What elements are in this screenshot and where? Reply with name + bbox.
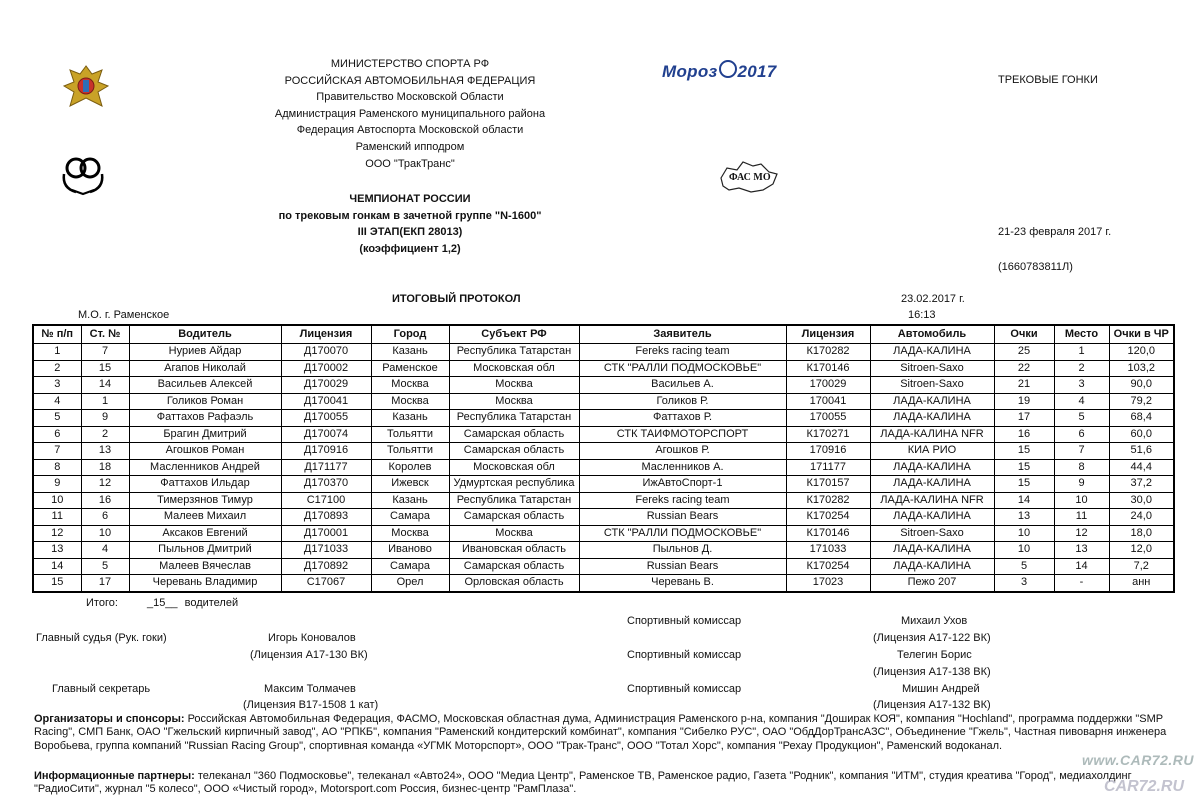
table-cell: Республика Татарстан (449, 492, 579, 509)
table-cell: Самарская область (449, 426, 579, 443)
sponsors-label: Организаторы и спонсоры: (34, 713, 185, 725)
table-cell: 15 (33, 575, 81, 592)
table-cell: Д170001 (281, 525, 371, 542)
results-table (32, 324, 1175, 593)
table-cell: ЛАДА-КАЛИНА (870, 542, 994, 559)
table-cell: К170146 (786, 525, 870, 542)
champ-line: III ЭТАП(ЕКП 28013) (357, 226, 463, 238)
table-cell: Fereks racing team (579, 344, 786, 361)
protocol-title: ИТОГОВЫЙ ПРОТОКОЛ (392, 293, 521, 305)
table-cell: 24,0 (1109, 509, 1174, 526)
table-cell: Фаттахов Р. (579, 410, 786, 427)
org-line: Администрация Раменского муниципального района (274, 107, 546, 120)
table-cell: 44,4 (1109, 459, 1174, 476)
table-cell: 4 (33, 393, 81, 410)
table-cell: 15 (994, 476, 1054, 493)
table-cell: Малеев Михаил (129, 509, 281, 526)
table-cell: СТК "РАЛЛИ ПОДМОСКОВЬЕ" (579, 525, 786, 542)
sponsors-paragraph (34, 713, 1174, 753)
table-cell: 5 (33, 410, 81, 427)
table-cell: 3 (994, 575, 1054, 592)
table-cell: К170157 (786, 476, 870, 493)
table-cell: Королев (371, 459, 449, 476)
table-cell: Д170916 (281, 443, 371, 460)
table-cell: Пежо 207 (870, 575, 994, 592)
table-cell: 17023 (786, 575, 870, 592)
table-cell: - (1054, 575, 1109, 592)
table-cell: Sitroen-Saxo (870, 377, 994, 394)
fasmo-logo-text: ФАС МО (729, 172, 771, 183)
column-header: Лицензия (786, 325, 870, 344)
table-cell: Д170370 (281, 476, 371, 493)
table-cell: 8 (1054, 459, 1109, 476)
secretary-license: (Лицензия В17-1508 1 кат) (243, 699, 379, 711)
table-cell: 10 (33, 492, 81, 509)
table-cell: Пыльнов Дмитрий (129, 542, 281, 559)
table-cell: 2 (33, 360, 81, 377)
table-cell: Самара (371, 558, 449, 575)
table-header-row (33, 325, 1174, 344)
table-cell: 171177 (786, 459, 870, 476)
commissar1-title: Спортивный комиссар (627, 615, 742, 627)
table-cell: Russian Bears (579, 509, 786, 526)
table-cell: 10 (81, 525, 129, 542)
table-row (33, 344, 1174, 361)
table-cell: ЛАДА-КАЛИНА NFR (870, 426, 994, 443)
table-cell: Москва (371, 377, 449, 394)
table-cell: К170271 (786, 426, 870, 443)
table-cell: 18 (81, 459, 129, 476)
table-cell: 13 (994, 509, 1054, 526)
table-cell: ЛАДА-КАЛИНА (870, 476, 994, 493)
table-cell: 37,2 (1109, 476, 1174, 493)
table-cell: Васильев Алексей (129, 377, 281, 394)
table-cell: 79,2 (1109, 393, 1174, 410)
table-cell: К170254 (786, 558, 870, 575)
table-cell: Д170892 (281, 558, 371, 575)
moroz-logo-year: 2017 (737, 62, 777, 81)
table-cell: К170282 (786, 344, 870, 361)
column-header: Автомобиль (870, 325, 994, 344)
table-cell: 30,0 (1109, 492, 1174, 509)
raf-logo-icon (58, 150, 108, 196)
table-cell: Аксаков Евгений (129, 525, 281, 542)
table-cell: 2 (81, 426, 129, 443)
table-cell: 7 (1054, 443, 1109, 460)
table-cell: 12 (33, 525, 81, 542)
table-row (33, 426, 1174, 443)
table-cell: Sitroen-Saxo (870, 360, 994, 377)
table-cell: Нуриев Айдар (129, 344, 281, 361)
secretary-title: Главный секретарь (52, 683, 151, 695)
table-cell: Самарская область (449, 558, 579, 575)
table-cell: 170055 (786, 410, 870, 427)
table-cell: Москва (449, 525, 579, 542)
table-cell: Черевань Владимир (129, 575, 281, 592)
table-cell: Казань (371, 492, 449, 509)
commissar1-license: (Лицензия А17-122 ВК) (873, 632, 991, 644)
table-cell: 10 (994, 525, 1054, 542)
commissar2-title: Спортивный комиссар (627, 649, 742, 661)
total-suffix: водителей (184, 597, 239, 609)
champ-line: ЧЕМПИОНАТ РОССИИ (349, 193, 471, 205)
column-header: Лицензия (281, 325, 371, 344)
table-cell: Брагин Дмитрий (129, 426, 281, 443)
commissar3-license: (Лицензия А17-132 ВК) (873, 699, 991, 711)
table-cell: С17067 (281, 575, 371, 592)
table-cell: Russian Bears (579, 558, 786, 575)
org-line: Федерация Автоспорта Московской области (296, 124, 524, 137)
table-cell: Иваново (371, 542, 449, 559)
column-header: Место (1054, 325, 1109, 344)
table-cell: К170146 (786, 360, 870, 377)
table-cell: 17 (994, 410, 1054, 427)
champ-line: (коэффициент 1,2) (359, 242, 461, 255)
table-row (33, 509, 1174, 526)
table-body (33, 344, 1174, 592)
table-cell: ЛАДА-КАЛИНА NFR (870, 492, 994, 509)
table-cell: СТК ТАИФМОТОРСПОРТ (579, 426, 786, 443)
secretary-name: Максим Толмачев (264, 683, 356, 695)
ministry-emblem-icon (56, 62, 116, 114)
snowflake-icon (719, 60, 737, 78)
table-cell: Раменское (371, 360, 449, 377)
table-cell: 103,2 (1109, 360, 1174, 377)
table-cell: 120,0 (1109, 344, 1174, 361)
table-cell: 90,0 (1109, 377, 1174, 394)
table-cell: 170916 (786, 443, 870, 460)
table-cell: 9 (1054, 476, 1109, 493)
table-cell: Москва (449, 393, 579, 410)
event-dates: 21-23 февраля 2017 г. (998, 226, 1112, 238)
table-cell: 68,4 (1109, 410, 1174, 427)
column-header: Заявитель (579, 325, 786, 344)
table-cell: 170041 (786, 393, 870, 410)
table-cell: 10 (1054, 492, 1109, 509)
champ-line: по трековым гонкам в зачетной группе "N-1600" (278, 209, 542, 222)
table-cell: 8 (33, 459, 81, 476)
org-line: Раменский ипподром (355, 140, 465, 153)
table-cell: 51,6 (1109, 443, 1174, 460)
table-cell: 12 (1054, 525, 1109, 542)
table-cell: 7 (81, 344, 129, 361)
table-row (33, 575, 1174, 592)
table-cell: 170029 (786, 377, 870, 394)
table-cell: анн (1109, 575, 1174, 592)
table-cell: 171033 (786, 542, 870, 559)
table-cell: Д170041 (281, 393, 371, 410)
table-cell: Тимерзянов Тимур (129, 492, 281, 509)
watermark-secondary: CAR72.RU (1103, 778, 1184, 795)
table-cell: Орел (371, 575, 449, 592)
table-cell: ЛАДА-КАЛИНА (870, 558, 994, 575)
commissar3-name: Мишин Андрей (902, 683, 980, 695)
table-cell: Агапов Николай (129, 360, 281, 377)
table-cell: 4 (81, 542, 129, 559)
sponsors-text: Российская Автомобильная Федерация, ФАСМО, Московская областная дума, Администрация Раменского р-на, компания "Доширак КОЯ", компания "Hochland", программа поддержки "SMP Racing", СМП Банк, ОАО "Гжельский кирпичный завод", АО "РПКБ", компания "Раменский кондитерский комбинат", компания "Сибелко РУС", ОАО "ОбдДорТрансАЗС", Объединение "Гжель", Частная пивоварня инженера Воробьева, группа компаний "Russian Racing Group", спортивная команда «УГМК Моторспорт», ООО "Трак-Транс", ООО "Тотал Хорс", компания "Рехау Продукцион", Раменский водоканал. (34, 713, 1167, 752)
table-cell: К170254 (786, 509, 870, 526)
table-cell: 16 (81, 492, 129, 509)
table-cell: Васильев А. (579, 377, 786, 394)
judge-name: Игорь Коновалов (268, 632, 356, 644)
table-cell: 18,0 (1109, 525, 1174, 542)
table-cell: Самара (371, 509, 449, 526)
table-cell: ЛАДА-КАЛИНА (870, 459, 994, 476)
table-cell: Д170070 (281, 344, 371, 361)
table-row (33, 525, 1174, 542)
table-cell: Самарская область (449, 443, 579, 460)
table-cell: Ижевск (371, 476, 449, 493)
table-cell: ЛАДА-КАЛИНА (870, 410, 994, 427)
table-cell: ЛАДА-КАЛИНА (870, 393, 994, 410)
table-cell: 14 (994, 492, 1054, 509)
table-cell: Fereks racing team (579, 492, 786, 509)
column-header: Город (371, 325, 449, 344)
table-cell: Самарская область (449, 509, 579, 526)
table-row (33, 377, 1174, 394)
protocol-time: 16:13 (908, 309, 936, 321)
table-cell: Фаттахов Рафаэль (129, 410, 281, 427)
total-line (86, 597, 238, 609)
table-cell: 12,0 (1109, 542, 1174, 559)
table-cell: 6 (81, 509, 129, 526)
column-header: Очки (994, 325, 1054, 344)
fasmo-logo (715, 158, 781, 196)
table-cell: Ивановская область (449, 542, 579, 559)
table-cell: ИжАвтоСпорт-1 (579, 476, 786, 493)
partners-paragraph (34, 770, 1174, 797)
table-cell: 5 (1054, 410, 1109, 427)
org-line: РОССИЙСКАЯ АВТОМОБИЛЬНАЯ ФЕДЕРАЦИЯ (284, 74, 536, 87)
partners-label: Информационные партнеры: (34, 770, 195, 782)
table-cell: 13 (1054, 542, 1109, 559)
table-cell: Москва (449, 377, 579, 394)
table-cell: 11 (33, 509, 81, 526)
table-cell: 21 (994, 377, 1054, 394)
table-cell: 12 (81, 476, 129, 493)
table-row (33, 476, 1174, 493)
table-cell: 15 (81, 360, 129, 377)
table-cell: Пыльнов Д. (579, 542, 786, 559)
discipline-label: ТРЕКОВЫЕ ГОНКИ (998, 74, 1098, 86)
table-cell: 14 (1054, 558, 1109, 575)
total-label: Итого: (86, 597, 118, 609)
table-cell: 3 (1054, 377, 1109, 394)
table-cell: Черевань В. (579, 575, 786, 592)
table-cell: 17 (81, 575, 129, 592)
table-row (33, 492, 1174, 509)
table-cell: 2 (1054, 360, 1109, 377)
table-cell: Удмуртская республика (449, 476, 579, 493)
table-cell: Республика Татарстан (449, 410, 579, 427)
table-cell: Д170055 (281, 410, 371, 427)
table-cell: Тольятти (371, 426, 449, 443)
table-cell: 22 (994, 360, 1054, 377)
table-cell: 13 (33, 542, 81, 559)
watermark: www.CAR72.RU (1081, 752, 1194, 768)
table-cell: Масленников Андрей (129, 459, 281, 476)
table-cell: 15 (994, 459, 1054, 476)
table-cell: Малеев Вячеслав (129, 558, 281, 575)
table-cell: СТК "РАЛЛИ ПОДМОСКОВЬЕ" (579, 360, 786, 377)
table-cell: 6 (1054, 426, 1109, 443)
table-cell: 25 (994, 344, 1054, 361)
table-row (33, 558, 1174, 575)
table-cell: 1 (81, 393, 129, 410)
column-header: Субъект РФ (449, 325, 579, 344)
commissar1-name: Михаил Ухов (901, 615, 968, 627)
table-cell: 15 (994, 443, 1054, 460)
table-cell: 3 (33, 377, 81, 394)
judge-license: (Лицензия А17-130 ВК) (250, 649, 368, 661)
column-header: Ст. № (81, 325, 129, 344)
table-row (33, 410, 1174, 427)
total-count: _15__ (146, 597, 178, 609)
table-cell: 1 (33, 344, 81, 361)
commissar2-license: (Лицензия А17-138 ВК) (873, 666, 991, 678)
table-cell: Д170002 (281, 360, 371, 377)
table-cell: Масленников А. (579, 459, 786, 476)
moroz-logo-text: Мороз (662, 62, 718, 81)
table-row (33, 360, 1174, 377)
table-cell: 13 (81, 443, 129, 460)
table-cell: Казань (371, 410, 449, 427)
table-cell: ЛАДА-КАЛИНА (870, 344, 994, 361)
table-cell: 7,2 (1109, 558, 1174, 575)
table-cell: ЛАДА-КАЛИНА (870, 509, 994, 526)
protocol-date: 23.02.2017 г. (901, 293, 965, 305)
table-cell: Голиков Р. (579, 393, 786, 410)
table-cell: 14 (81, 377, 129, 394)
table-cell: 5 (994, 558, 1054, 575)
table-cell: 16 (994, 426, 1054, 443)
table-cell: 9 (81, 410, 129, 427)
table-cell: Казань (371, 344, 449, 361)
judge-title: Главный судья (Рук. гоки) (36, 632, 167, 644)
table-cell: Д171033 (281, 542, 371, 559)
partners-text: телеканал "360 Подмосковье", телеканал «Авто24», ООО "Медиа Центр", Раменское ТВ, Раменское радио, Газета "Родник", компания "ИТМ", студия креатива "Город", медиахолдинг "РадиоСити", журнал "5 колесо", ООО «Чистый город», Motorsport.com Россия, бизнес-центр "РамПлаза". (34, 770, 1132, 796)
table-cell: Sitroen-Saxo (870, 525, 994, 542)
commissar2-name: Телегин Борис (897, 649, 972, 661)
table-cell: 1 (1054, 344, 1109, 361)
table-cell: Москва (371, 525, 449, 542)
column-header: № п/п (33, 325, 81, 344)
event-code: (1660783811Л) (998, 261, 1073, 273)
table-cell: Московская обл (449, 459, 579, 476)
table-cell: Д170074 (281, 426, 371, 443)
table-cell: Д170029 (281, 377, 371, 394)
column-header: Водитель (129, 325, 281, 344)
table-cell: Агошков Р. (579, 443, 786, 460)
table-cell: Тольятти (371, 443, 449, 460)
org-line: Правительство Московской Области (316, 91, 504, 104)
table-cell: 9 (33, 476, 81, 493)
commissar3-title: Спортивный комиссар (627, 683, 742, 695)
table-cell: 7 (33, 443, 81, 460)
column-header: Очки в ЧР (1109, 325, 1174, 344)
table-cell: 19 (994, 393, 1054, 410)
table-cell: 4 (1054, 393, 1109, 410)
event-place: М.О. г. Раменское (78, 309, 170, 321)
organizers-header (200, 56, 620, 172)
table-row (33, 443, 1174, 460)
table-cell: Д170893 (281, 509, 371, 526)
moroz-logo (662, 60, 777, 82)
table-cell: Агошков Роман (129, 443, 281, 460)
table-cell: 60,0 (1109, 426, 1174, 443)
table-cell: Республика Татарстан (449, 344, 579, 361)
org-line: ООО "ТракТранс" (365, 157, 455, 170)
table-cell: К170282 (786, 492, 870, 509)
table-cell: Фаттахов Ильдар (129, 476, 281, 493)
table-cell: 14 (33, 558, 81, 575)
table-cell: 10 (994, 542, 1054, 559)
championship-title (200, 191, 620, 257)
table-row (33, 459, 1174, 476)
org-line: МИНИСТЕРСТВО СПОРТА РФ (330, 58, 490, 70)
table-cell: Московская обл (449, 360, 579, 377)
table-row (33, 542, 1174, 559)
table-cell: 5 (81, 558, 129, 575)
table-cell: Орловская область (449, 575, 579, 592)
table-cell: Д171177 (281, 459, 371, 476)
table-row (33, 393, 1174, 410)
table-cell: Москва (371, 393, 449, 410)
table-cell: 6 (33, 426, 81, 443)
table-cell: Голиков Роман (129, 393, 281, 410)
table-cell: 11 (1054, 509, 1109, 526)
table-cell: КИА РИО (870, 443, 994, 460)
table-cell: С17100 (281, 492, 371, 509)
